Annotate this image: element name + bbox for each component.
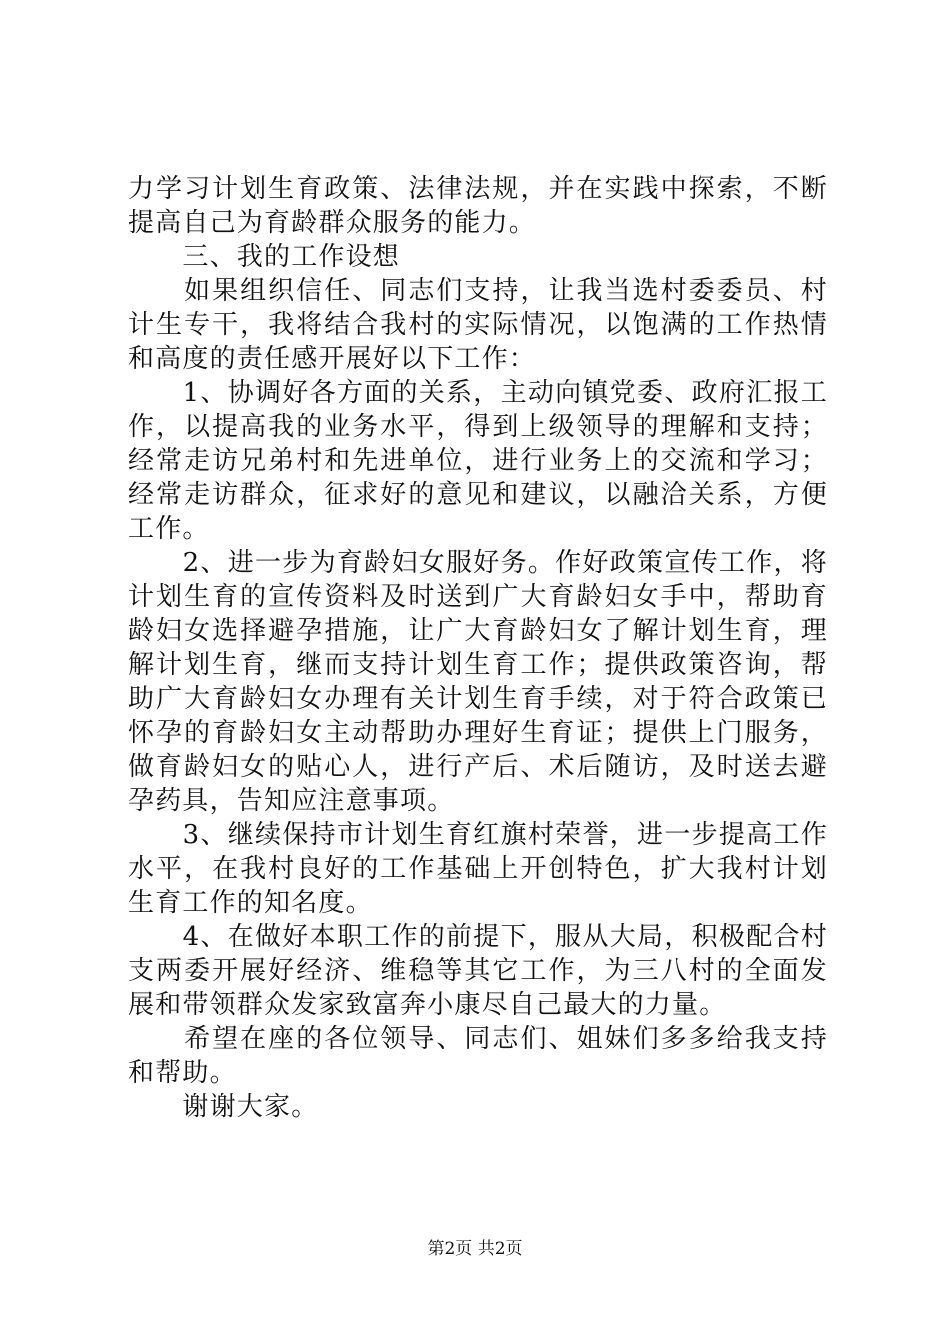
paragraph-continuation: 力学习计划生育政策、法律法规，并在实践中探索，不断提高自己为育龄群众服务的能力。 (128, 174, 828, 238)
paragraph-item-3: 3、继续保持市计划生育红旗村荣誉，进一步提高工作水平，在我村良好的工作基础上开创特色，扩大我村计划生育工作的知名度。 (128, 820, 828, 918)
paragraph-closing: 希望在座的各位领导、同志们、姐妹们多多给我支持和帮助。 (128, 1024, 828, 1088)
paragraph-thanks: 谢谢大家。 (128, 1092, 319, 1122)
page-number-footer: 第2页 共2页 (427, 1239, 523, 1259)
document-body (128, 172, 828, 1124)
paragraph-item-4: 4、在做好本职工作的前提下，服从大局，积极配合村支两委开展好经济、维稳等其它工作，为三八村的全面发展和带领群众发家致富奔小康尽自己最大的力量。 (128, 922, 828, 1020)
paragraph-item-1: 1、协调好各方面的关系，主动向镇党委、政府汇报工作，以提高我的业务水平，得到上级领导的理解和支持；经常走访兄弟村和先进单位，进行业务上的交流和学习；经常走访群众，征求好的意见和建议，以融洽关系，方便工作。 (128, 378, 828, 544)
paragraph-intro: 如果组织信任、同志们支持，让我当选村委委员、村计生专干，我将结合我村的实际情况，以饱满的工作热情和高度的责任感开展好以下工作： (128, 276, 828, 374)
paragraph-item-2: 2、进一步为育龄妇女服好务。作好政策宣传工作，将计划生育的宣传资料及时送到广大育龄妇女手中，帮助育龄妇女选择避孕措施，让广大育龄妇女了解计划生育，理解计划生育，继而支持计划生育工作；提供政策咨询，帮助广大育龄妇女办理有关计划生育手续，对于符合政策已怀孕的育龄妇女主动帮助办理好生育证；提供上门服务，做育龄妇女的贴心人，进行产后、术后随访，及时送去避孕药具，告知应注意事项。 (128, 548, 828, 816)
section-heading-work-plan: 三、我的工作设想 (128, 242, 401, 272)
